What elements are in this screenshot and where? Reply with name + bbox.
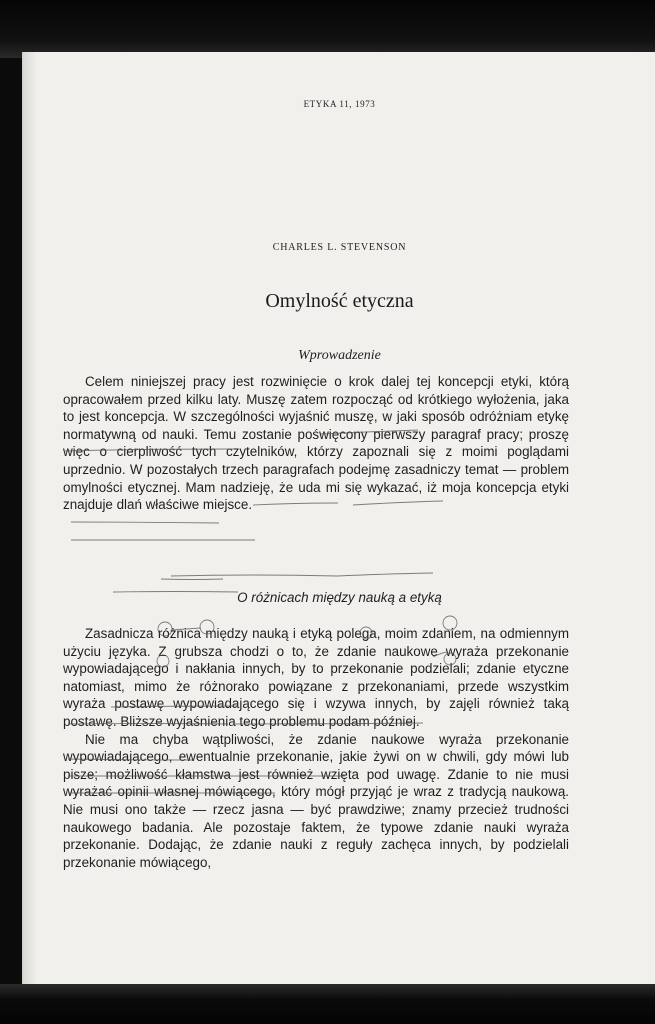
scan-bottom-border (0, 984, 655, 1024)
book-page (22, 52, 655, 984)
section-text-block (63, 625, 569, 871)
page-gutter-shadow (23, 52, 37, 984)
running-head: ETYKA 11, 1973 (303, 99, 376, 109)
intro-text-block (63, 373, 569, 514)
section-heading-introduction: Wprowadzenie (298, 348, 381, 363)
section-heading-science-vs-ethics: O różnicach między nauką a etyką (237, 590, 442, 605)
article-author: CHARLES L. STEVENSON (272, 242, 407, 253)
article-title: Omylność etyczna (265, 290, 414, 312)
paragraph: Zasadnicza różnica między nauką i etyką polega, moim zdaniem, na odmiennym użyciu języka. Z grubsza chodzi o to, że zdanie naukowe wyraża przekonanie wypowiadającego i nakłania innych, by to przekonanie podzielali; zdanie etyczne natomiast, mimo że różnorako powiązane z przekonaniami, przede wszystkim wyraża postawę wypowiadającego się i wzywa innych, by zajęli również taką postawę. Bliższe wyjaśnienia tego problemu podam później. (63, 626, 569, 729)
paragraph: Nie ma chyba wątpliwości, że zdanie naukowe wyraża przekonanie wypowiadającego, ewentualnie przekonanie, jakie żywi on w chwili, gdy mówi lub pisze; możliwość kłamstwa jest również wzięta pod uwagę. Zdanie to nie musi wyrażać opinii własnej mówiącego, który mógł przyjąć je wraz z tradycją naukową. Nie musi ono także — rzecz jasna — być prawdziwe; znamy przecież trudności naukowego badania. Ale pozostaje faktem, że typowe zdanie nauki wyraża przekonanie. Dodając, że zdanie nauki z reguły zachęca innych, by podzielali przekonanie mówiącego, (63, 731, 569, 870)
scan-top-border (0, 0, 655, 58)
paragraph: Celem niniejszej pracy jest rozwinięcie o krok dalej tej koncepcji etyki, którą opracowałem przed kilku laty. Muszę zatem rozpocząć od krótkiego wyłożenia, jaka to jest koncepcja. W szczególności wyjaśnić muszę, w jaki sposób odróżniam etykę normatywną od nauki. Temu zostanie poświęcony pierwszy paragraf pracy; proszę więc o cierpliwość tych czytelników, którzy zapoznali się z moimi poglądami uprzednio. W pozostałych trzech paragrafach podejmę zasadniczy temat — problem omylności etycznej. Mam nadzieję, że uda mi się wykazać, iż moja koncepcja etyki znajduje dlań właściwe miejsce. (63, 374, 569, 513)
